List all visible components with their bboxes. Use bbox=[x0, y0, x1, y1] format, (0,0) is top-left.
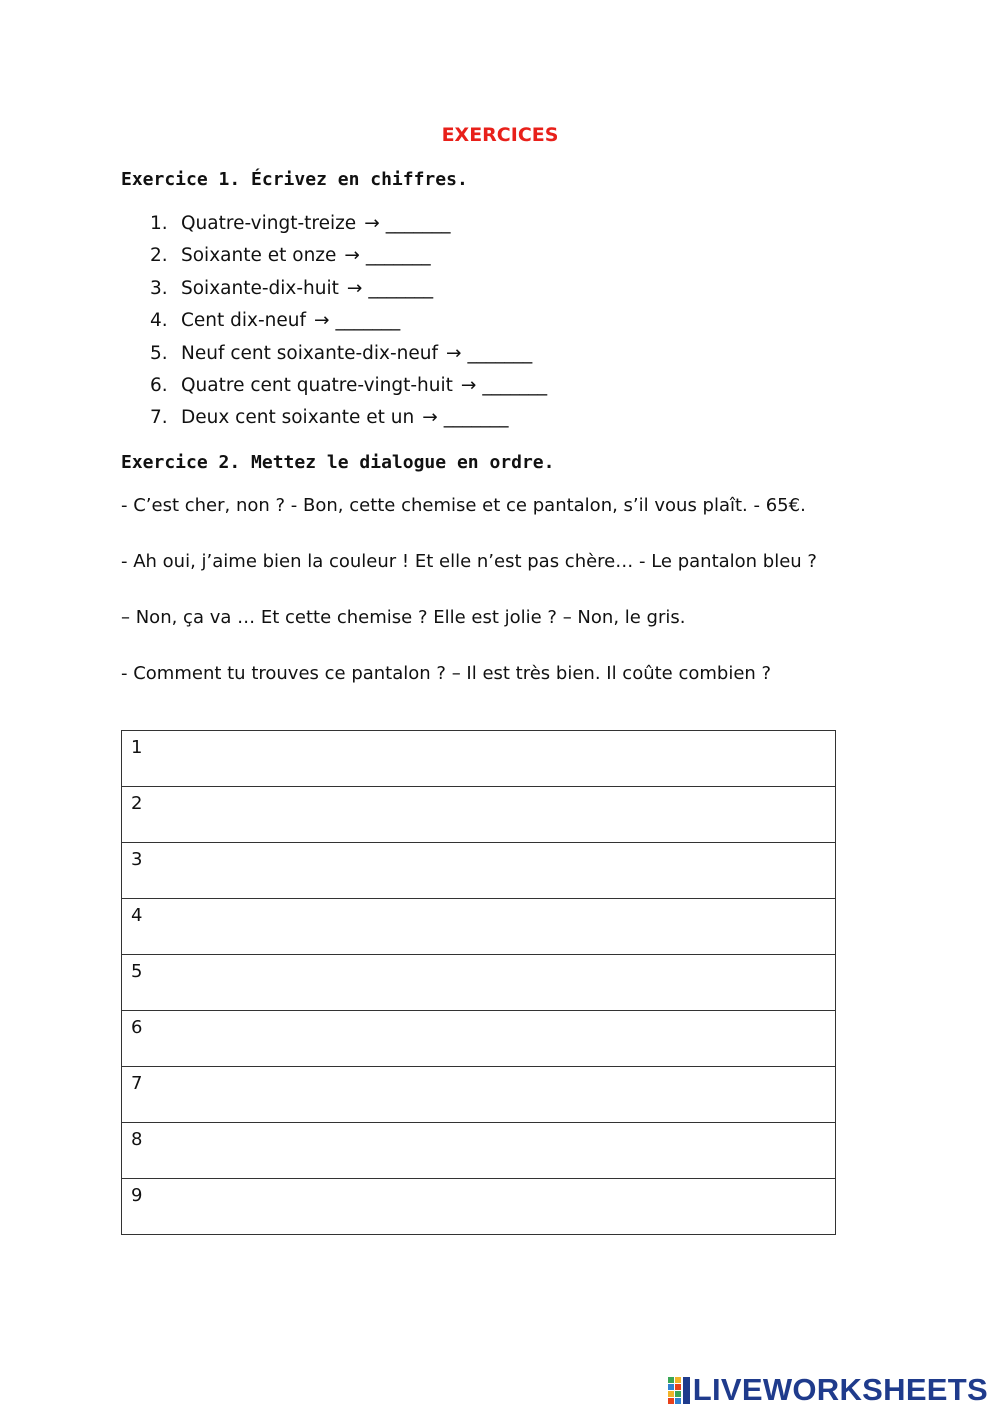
table-row[interactable] bbox=[122, 1067, 836, 1123]
exercise-1-item bbox=[150, 341, 547, 373]
exercise-1-item bbox=[150, 211, 547, 243]
answer-cell[interactable] bbox=[122, 1179, 836, 1235]
exercise-1-heading: Exercice 1. Écrivez en chiffres. bbox=[121, 169, 468, 190]
item-number: 2. bbox=[150, 245, 168, 267]
liveworksheets-logo[interactable] bbox=[668, 1372, 988, 1408]
answer-cell[interactable] bbox=[122, 843, 836, 899]
item-number: 5. bbox=[150, 342, 168, 364]
brand-text: LIVEWORKSHEETS bbox=[692, 1372, 988, 1407]
row-number: 7 bbox=[131, 1073, 143, 1094]
arrow-icon: → bbox=[346, 277, 363, 299]
dialogue-line: - C’est cher, non ? - Bon, cette chemise et ce pantalon, s’il vous plaît. - 65€. bbox=[121, 495, 806, 516]
table-row[interactable] bbox=[122, 955, 836, 1011]
answer-blank[interactable]: _______ bbox=[335, 310, 401, 332]
table-row[interactable] bbox=[122, 899, 836, 955]
exercise-1-item bbox=[150, 405, 547, 437]
arrow-icon: → bbox=[446, 342, 462, 364]
item-text: Soixante et onze bbox=[181, 245, 337, 267]
table-row[interactable] bbox=[122, 787, 836, 843]
row-number: 3 bbox=[131, 849, 143, 870]
table-row[interactable] bbox=[122, 1123, 836, 1179]
item-text: Neuf cent soixante-dix-neuf bbox=[181, 342, 439, 364]
table-row[interactable] bbox=[122, 1179, 836, 1235]
arrow-icon: → bbox=[344, 245, 360, 267]
exercise-1-item bbox=[150, 243, 547, 275]
arrow-icon: → bbox=[314, 310, 330, 332]
answer-cell[interactable] bbox=[122, 955, 836, 1011]
dialogue-line: - Ah oui, j’aime bien la couleur ! Et elle n’est pas chère… - Le pantalon bleu ? bbox=[121, 551, 817, 572]
item-text: Quatre cent quatre-vingt-huit bbox=[181, 374, 453, 396]
answer-cell[interactable] bbox=[122, 899, 836, 955]
answer-cell[interactable] bbox=[122, 731, 836, 787]
page-title: EXERCICES bbox=[441, 124, 559, 146]
row-number: 4 bbox=[131, 905, 143, 926]
row-number: 1 bbox=[131, 737, 143, 758]
row-number: 5 bbox=[131, 961, 143, 982]
exercise-2-heading: Exercice 2. Mettez le dialogue en ordre. bbox=[121, 452, 555, 473]
answer-blank[interactable]: _______ bbox=[368, 277, 434, 299]
answer-blank[interactable]: _______ bbox=[365, 245, 431, 267]
answer-table bbox=[121, 730, 836, 1235]
item-text: Quatre-vingt-treize bbox=[181, 213, 357, 234]
item-number: 7. bbox=[150, 407, 168, 429]
answer-cell[interactable] bbox=[122, 787, 836, 843]
item-number: 4. bbox=[150, 310, 168, 332]
arrow-icon: → bbox=[460, 374, 477, 396]
row-number: 2 bbox=[131, 793, 143, 814]
exercise-1-item bbox=[150, 308, 547, 340]
table-row[interactable] bbox=[122, 731, 836, 787]
liveworksheets-icon bbox=[668, 1376, 690, 1404]
table-row[interactable] bbox=[122, 1011, 836, 1067]
item-number: 1. bbox=[150, 213, 168, 234]
row-number: 9 bbox=[131, 1185, 143, 1206]
item-text: Cent dix-neuf bbox=[181, 310, 307, 332]
arrow-icon: → bbox=[422, 407, 438, 429]
item-text: Deux cent soixante et un bbox=[181, 407, 415, 429]
exercise-1-list bbox=[150, 211, 547, 438]
exercise-1-item bbox=[150, 373, 547, 405]
table-row[interactable] bbox=[122, 843, 836, 899]
answer-cell[interactable] bbox=[122, 1123, 836, 1179]
answer-cell[interactable] bbox=[122, 1011, 836, 1067]
item-number: 6. bbox=[150, 374, 168, 396]
exercise-1-item bbox=[150, 276, 547, 308]
answer-blank[interactable]: _______ bbox=[482, 374, 548, 396]
arrow-icon: → bbox=[364, 213, 380, 234]
dialogue-line: – Non, ça va … Et cette chemise ? Elle est jolie ? – Non, le gris. bbox=[121, 607, 686, 628]
item-number: 3. bbox=[150, 277, 168, 299]
row-number: 8 bbox=[131, 1129, 143, 1150]
answer-blank[interactable]: _______ bbox=[467, 342, 533, 364]
answer-blank[interactable]: _______ bbox=[385, 213, 451, 234]
row-number: 6 bbox=[131, 1017, 143, 1038]
answer-cell[interactable] bbox=[122, 1067, 836, 1123]
item-text: Soixante-dix-huit bbox=[181, 277, 339, 299]
dialogue-line: - Comment tu trouves ce pantalon ? – Il est très bien. Il coûte combien ? bbox=[121, 663, 772, 684]
answer-blank[interactable]: _______ bbox=[443, 407, 509, 429]
